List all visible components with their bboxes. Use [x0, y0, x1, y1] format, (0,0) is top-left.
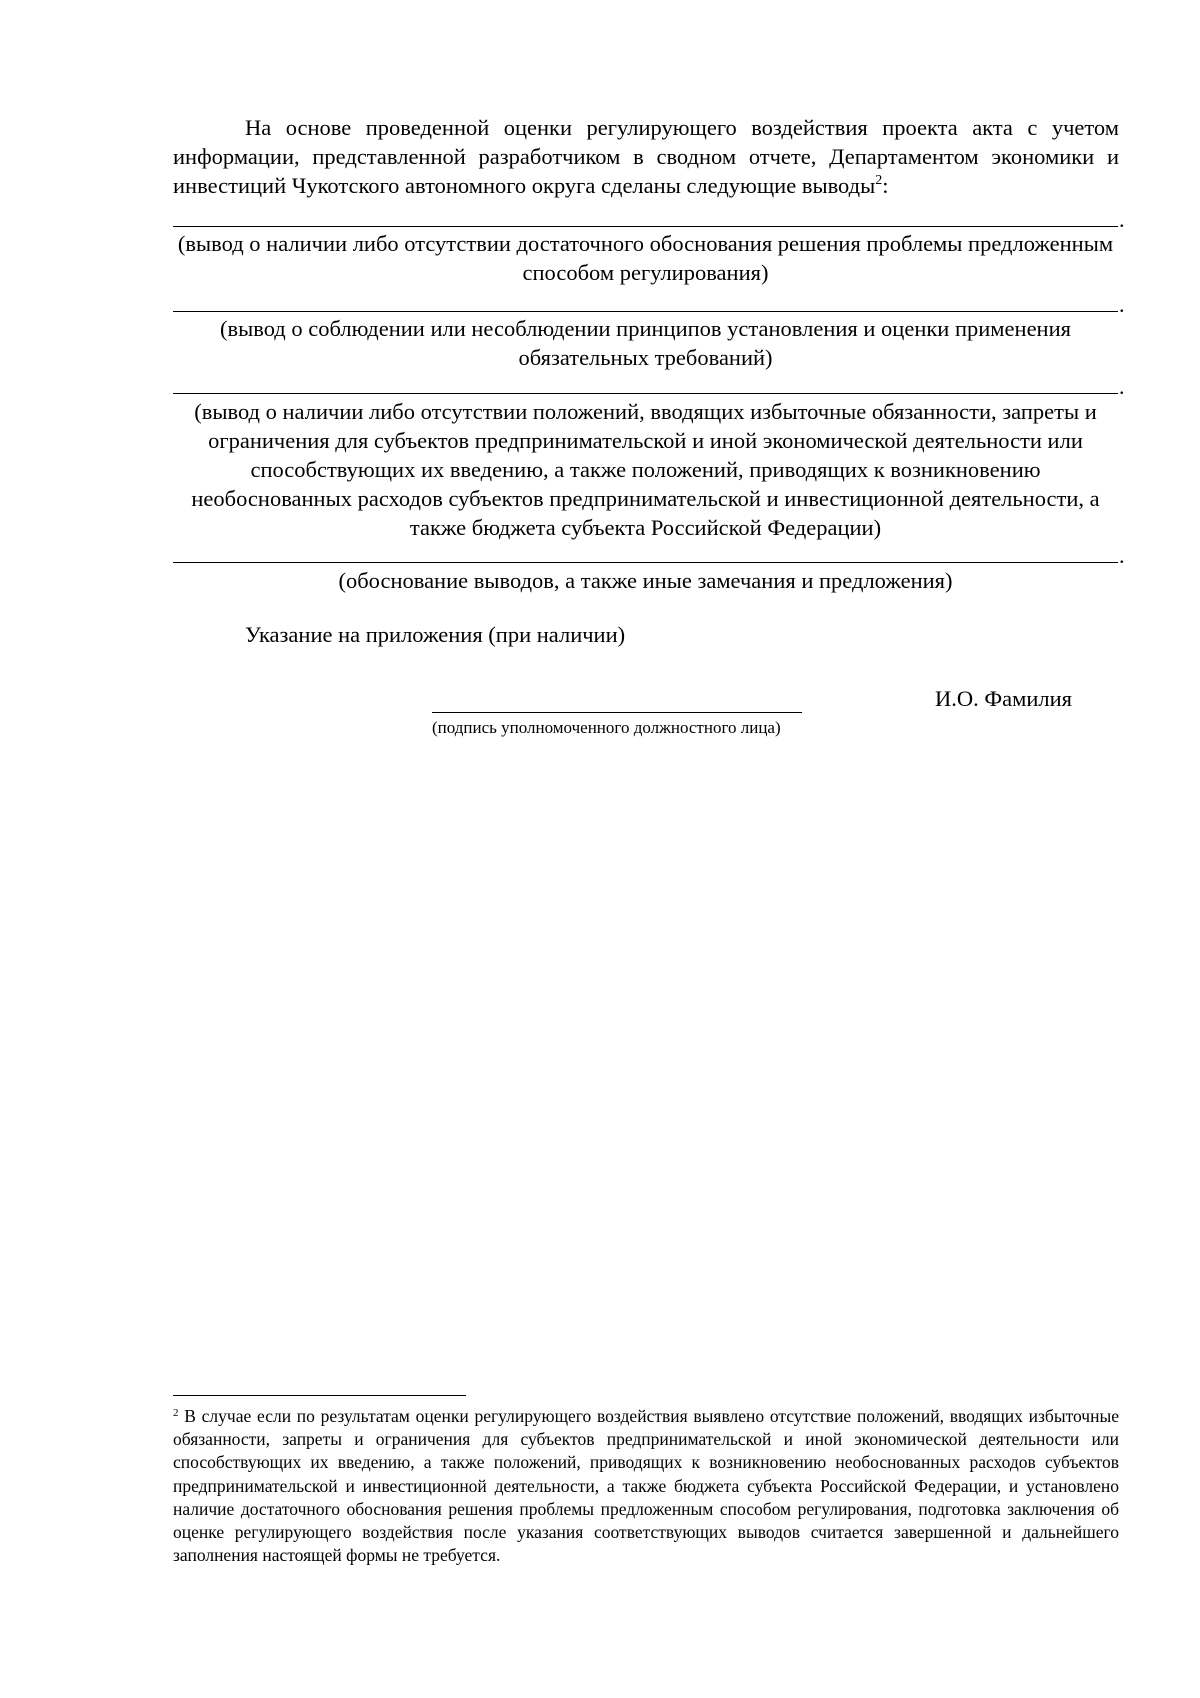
footnote-reference: 2	[875, 173, 883, 188]
intro-paragraph	[173, 113, 1119, 200]
signer-name: И.О. Фамилия	[935, 686, 1073, 711]
section-1-caption: (вывод о наличии либо отсутствии достаточного обоснования решения проблемы предложенным способом регулирования)	[177, 231, 1114, 285]
fill-line-3-dot: .	[1119, 374, 1125, 399]
fill-line-4-dot: .	[1119, 543, 1125, 568]
fill-line-1[interactable]	[173, 226, 1118, 227]
footnote	[173, 1405, 1119, 1567]
attachments-note: Указание на приложения (при наличии)	[245, 622, 626, 647]
signature-line[interactable]	[432, 712, 802, 713]
fill-line-4[interactable]	[173, 562, 1118, 563]
footnote-text: В случае если по результатам оценки регулирующего воздействия выявлено отсутствие положений, вводящих избыточные обязанности, запреты и ограничения для субъектов предпринимательской и иной экономической деятельности или способствующих их введению, а также положений, приводящих к возникновению необоснованных расходов субъектов предпринимательской и инвестиционной деятельности, а также бюджета субъекта Российской Федерации, и установлено наличие достаточного обоснования решения проблемы предложенным способом регулирования, подготовка заключения об оценке регулирующего воздействия после указания соответствующих выводов считается завершенной и дальнейшего заполнения настоящей формы не требуется.	[173, 1406, 1120, 1566]
fill-line-3[interactable]	[173, 393, 1118, 394]
intro-text: На основе проведенной оценки регулирующего воздействия проекта акта с учетом информации, представленной разработчиком в сводном отчете, Департаментом экономики и инвестиций Чукотского автономного округа сделаны следующие выводы	[173, 115, 1119, 198]
section-4-caption: (обоснование выводов, а также иные замечания и предложения)	[338, 568, 953, 593]
footnote-number: 2	[173, 1407, 179, 1419]
intro-trailing-colon: :	[882, 173, 889, 198]
section-3-caption: (вывод о наличии либо отсутствии положений, вводящих избыточные обязанности, запреты и ограничения для субъектов предпринимательской и иной экономической деятельности или способствующих их введению, а также положений, приводящих к возникновению необоснованных расходов субъектов предпринимательской и инвестиционной деятельности, а также бюджета субъекта Российской Федерации)	[191, 399, 1100, 540]
footnote-separator	[173, 1395, 466, 1396]
fill-line-2-dot: .	[1119, 292, 1125, 317]
section-2-caption: (вывод о соблюдении или несоблюдении принципов установления и оценки применения обязательных требований)	[220, 316, 1071, 370]
fill-line-1-dot: .	[1119, 207, 1125, 232]
signature-caption: (подпись уполномоченного должностного лица)	[432, 718, 781, 737]
fill-line-2[interactable]	[173, 311, 1118, 312]
